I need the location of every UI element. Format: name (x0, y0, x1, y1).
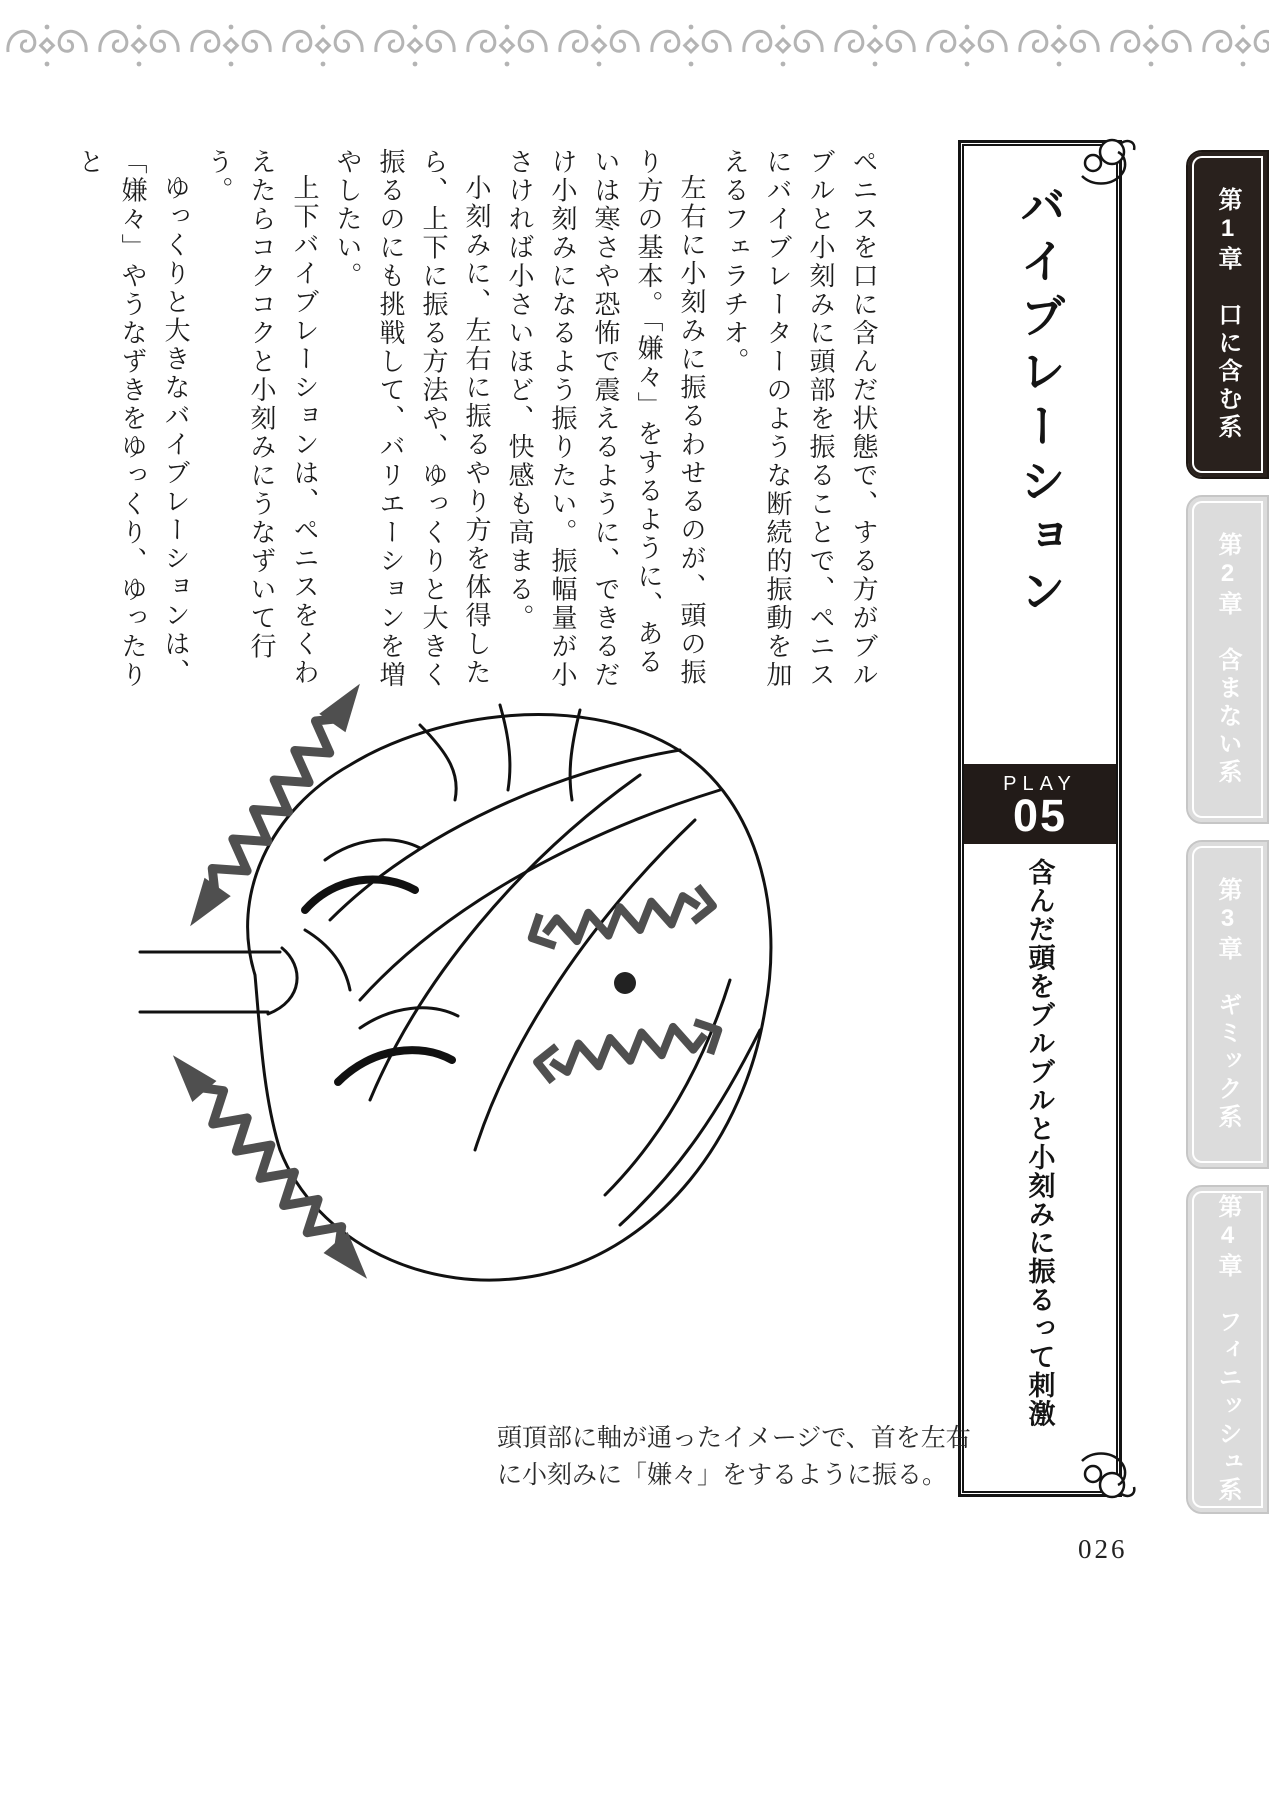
page-number: 026 (1078, 1534, 1128, 1564)
page-title: バイブレーション (1014, 182, 1066, 622)
figure-caption-line: に小刻みに「嫌々」をするように振る。 (497, 1461, 948, 1489)
zigzag-arc-upper (528, 884, 715, 949)
zigzag-arc-lower (535, 1018, 722, 1083)
paragraph: 小刻みに、左右に振るやり方を体得したら、上下に振る方法や、ゆっくりと大きく振るのにも挑戦して、バリエーションを増やしたい。 (333, 148, 491, 690)
head-shake-illustration (120, 680, 800, 1410)
chapter-tab-label: 第4章 フィニッシュ系 (1214, 1194, 1241, 1505)
play-number-badge (964, 764, 1116, 844)
zigzag-arrow-top-left (177, 680, 373, 935)
paragraph: ゆっくりと大きなバイブレーションは、「嫌々」やうなずきをゆっくり、ゆったりと (75, 148, 190, 690)
figure-caption (497, 1420, 971, 1494)
section-subtitle: 含んだ頭をブルブルと小刻みに振るって刺激 (1024, 858, 1055, 1428)
figure-caption-line: 頭頂部に軸が通ったイメージで、首を左右 (497, 1424, 971, 1452)
chapter-tab-4 (1186, 1185, 1269, 1514)
chapter-tab-3 (1186, 840, 1269, 1169)
title-panel (958, 140, 1122, 1497)
flourish-ornament-icon (1076, 134, 1140, 190)
chapter-tab-label: 第1章 口に含む系 (1214, 187, 1241, 442)
paragraph: 上下バイブレーションは、ペニスをくわえたらコクコクと小刻みにうなずいて行う。 (204, 148, 319, 687)
zigzag-arrow-bottom-left (161, 1045, 379, 1289)
rotation-axis-dot (614, 972, 636, 994)
chapter-tab-label: 第3章 ギミック系 (1214, 877, 1241, 1132)
article-text (68, 148, 885, 702)
play-number: 05 (1012, 790, 1068, 841)
chapter-tab-1 (1186, 150, 1269, 479)
chapter-tab-label: 第2章 含まない系 (1214, 532, 1241, 787)
chapter-tab-2 (1186, 495, 1269, 824)
head-outline (140, 705, 771, 1280)
paragraph: ペニスを口に含んだ状態で、する方がブルブルと小刻みに頭部を振ることで、ペニスにバイブレーターのような断続的振動を加えるフェラチオ。 (720, 148, 878, 690)
paragraph: 左右に小刻みに振るわせるのが、頭の振り方の基本。「嫌々」をするように、あるいは寒さや恐怖で震えるように、できるだけ小刻みになるよう振りたい。振幅量が小さければ小さいほど、快感も高まる。 (505, 148, 706, 690)
flourish-ornament-icon (1076, 1447, 1140, 1503)
decorative-border (0, 16, 1269, 76)
play-label: PLAY (1003, 773, 1077, 795)
